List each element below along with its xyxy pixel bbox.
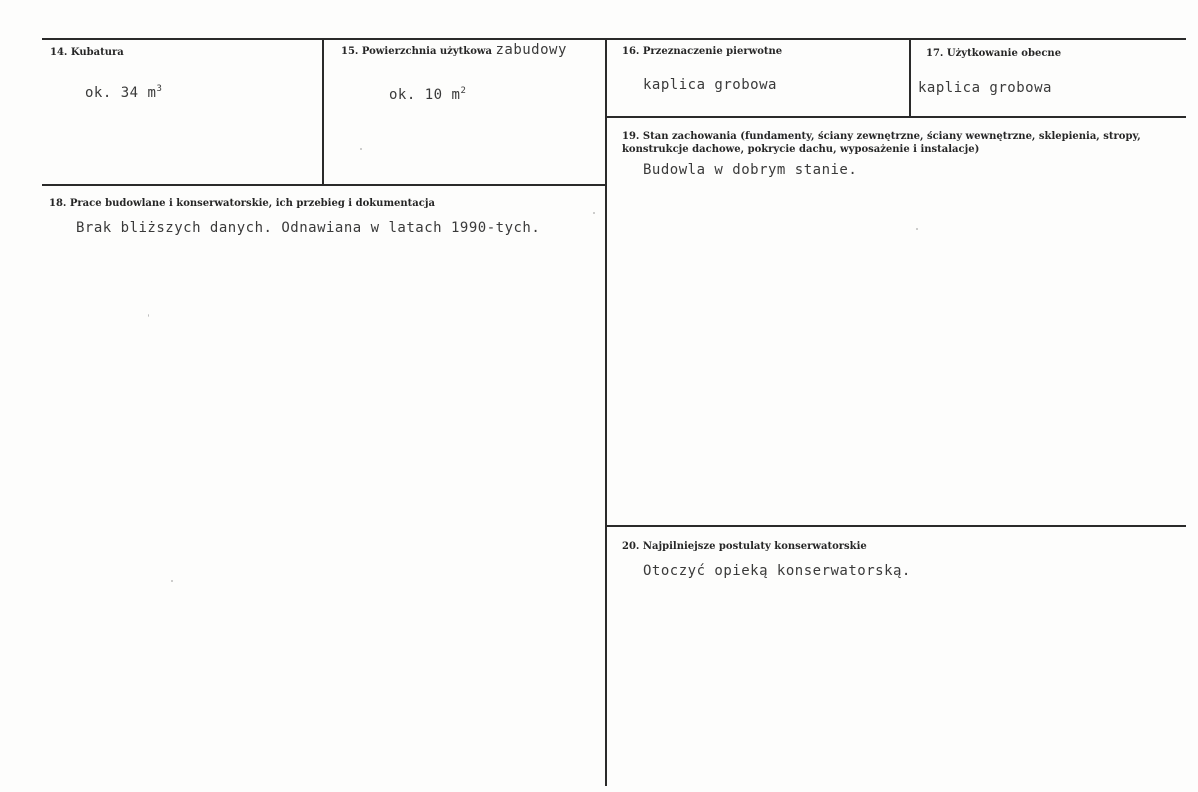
field-18-value: Brak bliższych danych. Odnawiana w latach 1990-tych. (76, 220, 541, 236)
field-14-label: 14. Kubatura (50, 47, 124, 58)
paper-speck (171, 580, 173, 582)
paper-speck (148, 314, 149, 317)
field-14-unit-exponent: 3 (156, 84, 163, 94)
field-19-value: Budowla w dobrym stanie. (643, 162, 858, 178)
field-14-value (85, 84, 162, 101)
field-16-label: 16. Przeznaczenie pierwotne (622, 46, 783, 57)
paper-speck (916, 228, 918, 230)
paper-speck (360, 148, 362, 150)
paper-speck (593, 212, 595, 214)
field-17-label: 17. Użytkowanie obecne (926, 48, 1062, 59)
divider-14-15 (322, 38, 324, 186)
divider-left-right (605, 38, 607, 786)
field-14-value-text: ok. 34 m (85, 85, 157, 101)
rule-under-16-17 (605, 116, 1186, 118)
field-15-label (341, 44, 567, 58)
top-rule (42, 38, 1186, 40)
divider-16-17 (909, 38, 911, 118)
field-15-label-text: 15. Powierzchnia użytkowa (341, 46, 492, 57)
field-20-label: 20. Najpilniejsze postulaty konserwatorskie (622, 541, 867, 552)
rule-above-20 (605, 525, 1186, 527)
field-15-value-text: ok. 10 m (389, 87, 461, 103)
field-15-value (389, 86, 466, 103)
field-17-value: kaplica grobowa (918, 80, 1052, 96)
field-20-value: Otoczyć opieką konserwatorską. (643, 563, 911, 579)
field-18-label: 18. Prace budowlane i konserwatorskie, ich przebieg i dokumentacja (49, 198, 435, 209)
field-15-typed-suffix: zabudowy (495, 42, 567, 58)
field-16-value: kaplica grobowa (643, 77, 777, 93)
field-19-label: 19. Stan zachowania (fundamenty, ściany zewnętrzne, ściany wewnętrzne, sklepienia, stropy, konstrukcje dachowe, pokrycie dachu, wyposażenie i instalacje) (622, 131, 1141, 155)
field-15-unit-exponent: 2 (460, 86, 467, 96)
rule-under-14-15 (42, 184, 607, 186)
